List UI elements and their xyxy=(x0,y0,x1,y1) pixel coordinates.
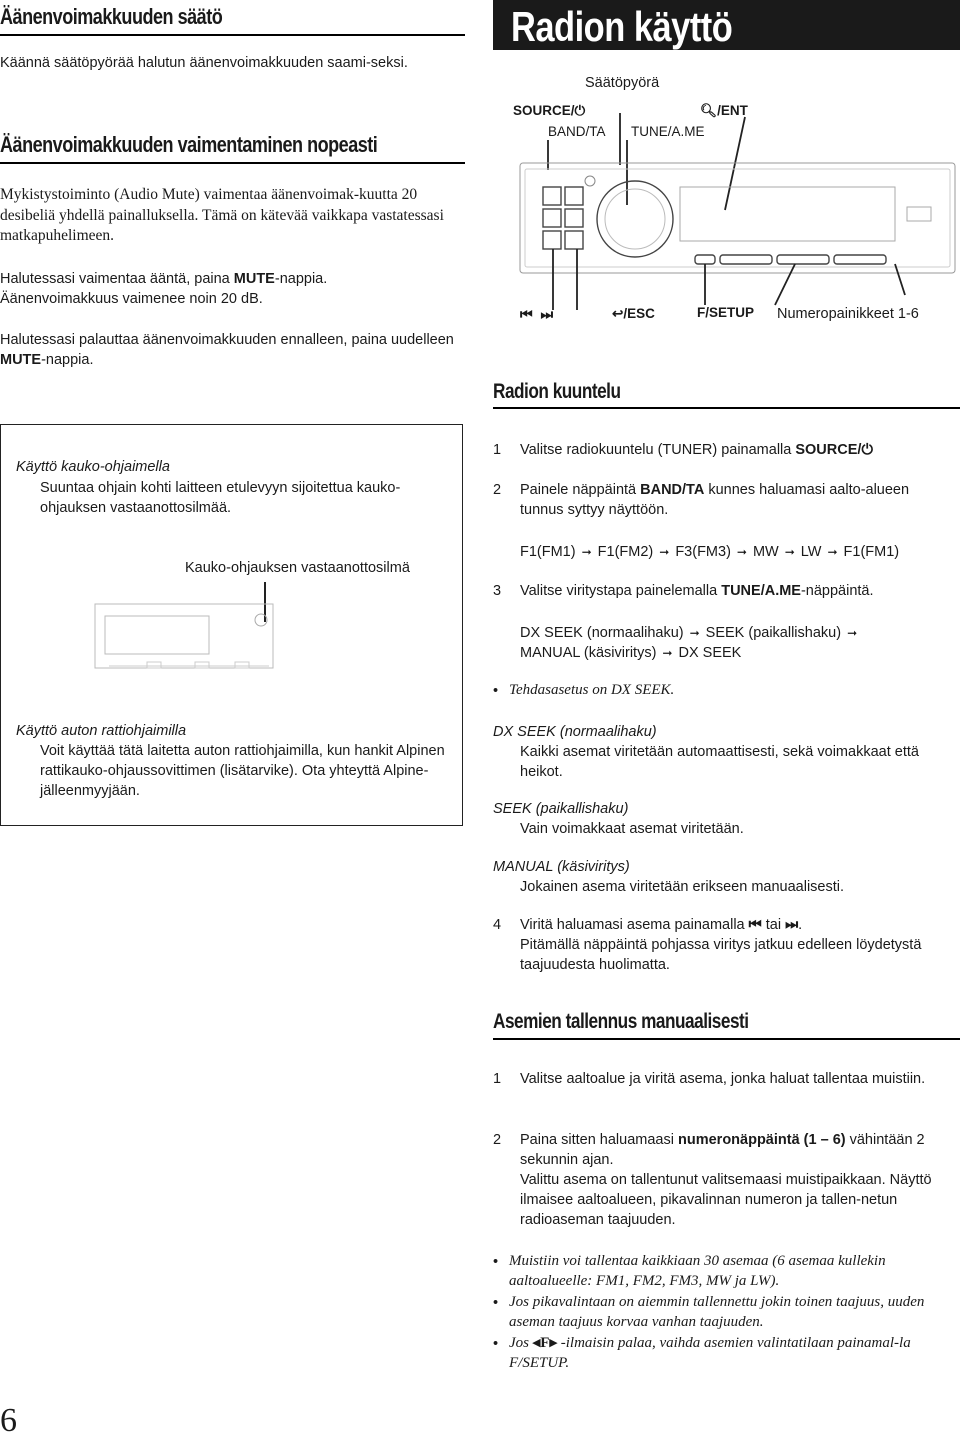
f-indicator-icon: ◂F▸ xyxy=(532,1335,557,1351)
mute-instruction-1: Halutessasi vaimentaa ääntä, paina MUTE-nappia. Äänenvoimakkuus vaimenee noin 20 dB. xyxy=(0,271,328,307)
seek-text: Vain voimakkaat asemat viritetään. xyxy=(520,821,744,837)
store-heading: Asemien tallennus manuaalisesti xyxy=(493,1010,749,1033)
mute-instruction-2: Halutessasi palauttaa äänenvoimakkuuden ennalleen, paina uudelleen MUTE-nappia. xyxy=(0,332,454,368)
presets-label: Numeropainikkeet 1-6 xyxy=(777,306,919,322)
power-icon: ⏻ xyxy=(861,442,873,458)
default-note: • Tehdasasetus on DX SEEK. xyxy=(493,682,675,699)
arrow-icon: ➞ xyxy=(827,545,838,559)
page-title: Radion käyttö xyxy=(511,3,733,50)
steering-text: Voit käyttää tätä laitetta auton rattiohjaimilla, kun hankit Alpinen rattikauko-ohjaussovittimen (lisätarvike). Ota yhteyttä Alpine-jälleenmyyjään. xyxy=(40,743,445,799)
seek-buttons-label xyxy=(520,305,555,324)
skip-forward-icon: ⏭ xyxy=(785,917,799,933)
mute-key: MUTE xyxy=(0,352,42,368)
band-key: BAND/TA xyxy=(640,482,705,498)
arrow-icon: ➞ xyxy=(736,545,747,559)
faceplate-illustration xyxy=(85,580,280,690)
store-step-1: 1 Valitse aaltoalue ja viritä asema, jonka haluat tallentaa muistiin. xyxy=(493,1071,926,1087)
mute-key: MUTE xyxy=(233,271,275,287)
steering-title: Käyttö auton rattiohjaimilla xyxy=(16,723,187,739)
listen-heading-bar xyxy=(493,378,960,409)
remote-title: Käyttö kauko-ohjaimella xyxy=(16,459,170,475)
mute-intro: Mykistystoiminto (Audio Mute) vaimentaa äänenvoimak-kuutta 20 desibeliä yhdellä painalluksella. Tämä on kätevää vaikkapa vastatessasi matkapuhelimeen. xyxy=(0,186,444,245)
store-heading-bar xyxy=(493,1008,960,1040)
arrow-icon: ➞ xyxy=(847,626,858,640)
store-step-2: 2 Paina sitten haluamaasi numeronäppäintä (1 – 6) vähintään 2 sekunnin ajan. Valittu asema on tallentunut valitsemaasi muistipaikkaan. Näyttö ilmaisee aaltoalueen, pikavalinnan numeron ja tallen-netun radioaseman taajuuden. xyxy=(493,1132,932,1228)
arrow-icon: ➞ xyxy=(662,646,673,660)
volume-text: Käännä säätöpyörää halutun äänenvoimakkuuden saami-seksi. xyxy=(0,55,408,71)
step-2: 2 Painele näppäintä BAND/TA kunnes haluamasi aalto-alueen tunnus syttyy näyttöön. xyxy=(493,482,910,518)
esc-label: ↩/ESC xyxy=(612,306,655,321)
arrow-icon: ➞ xyxy=(689,626,700,640)
power-icon: ⏻ xyxy=(574,103,586,118)
remote-text: Suuntaa ohjain kohti laitteen etulevyyn sijoitettua kauko-ohjauksen vastaanottosilmää. xyxy=(40,480,401,516)
ent-label: 🔍︎/ENT xyxy=(700,103,748,118)
arrow-icon: ➞ xyxy=(659,545,670,559)
remote-sensor-label: Kauko-ohjauksen vastaanottosilmä xyxy=(185,560,410,576)
band-sequence: F1(FM1) ➞ F1(FM2) ➞ F3(FM3) ➞ MW ➞ LW ➞ F1(FM1) xyxy=(520,544,900,560)
page-number: 6 xyxy=(0,1402,17,1439)
fsetup-label: F/SETUP xyxy=(697,305,755,320)
source-label: SOURCE/⏻ xyxy=(513,103,586,118)
search-icon: 🔍︎ xyxy=(700,103,718,118)
manual-title: MANUAL (käsiviritys) xyxy=(493,859,630,875)
step-1: 1 Valitse radiokuuntelu (TUNER) painamalla SOURCE/⏻ xyxy=(493,442,873,458)
manual-text: Jokainen asema viritetään erikseen manuaalisesti. xyxy=(520,879,845,895)
band-label: BAND/TA xyxy=(548,124,606,139)
note-2: • Jos pikavalintaan on aiemmin tallennettu jokin toinen taajuus, uuden aseman taajuus korvaa vanhan taajuuden. xyxy=(493,1294,925,1330)
radio-faceplate-diagram xyxy=(515,95,960,310)
dial-label: Säätöpyörä xyxy=(585,75,660,91)
step-4: 4 Viritä haluamasi asema painamalla ⏮ tai ⏭. Pitämällä näppäintä pohjassa viritys jatkuu edelleen löydetystä taajuudesta huolimatta. xyxy=(493,917,922,973)
tune-label: TUNE/A.ME xyxy=(631,124,705,139)
seek-title: SEEK (paikallishaku) xyxy=(493,801,629,817)
return-icon: ↩ xyxy=(612,306,624,321)
skip-back-icon: ⏮ xyxy=(520,306,535,322)
title-banner xyxy=(493,0,960,50)
skip-forward-icon: ⏭ xyxy=(540,306,556,322)
volume-heading: Äänenvoimakkuuden säätö xyxy=(0,4,223,29)
mute-heading-bar xyxy=(0,130,465,164)
preset-key: numeronäppäintä (1 – 6) xyxy=(678,1132,846,1148)
arrow-icon: ➞ xyxy=(784,545,795,559)
mute-heading: Äänenvoimakkuuden vaimentaminen nopeasti xyxy=(0,132,378,157)
source-key: SOURCE/ xyxy=(795,442,862,458)
note-3: • Jos ◂F▸ -ilmaisin palaa, vaihda asemien valintatilaan painamal-la F/SETUP. xyxy=(493,1335,911,1371)
arrow-icon: ➞ xyxy=(581,545,592,559)
dx-text: Kaikki asemat viritetään automaattisesti, sekä voimakkaat että heikot. xyxy=(520,744,919,780)
skip-back-icon: ⏮ xyxy=(748,917,762,933)
dx-title: DX SEEK (normaalihaku) xyxy=(493,724,657,740)
listen-heading: Radion kuuntelu xyxy=(493,380,621,403)
tune-key: TUNE/A.ME xyxy=(721,583,801,599)
volume-heading-bar xyxy=(0,2,465,36)
step-3: 3 Valitse viritystapa painelemalla TUNE/A.ME-näppäintä. xyxy=(493,583,874,599)
tuning-modes: DX SEEK (normaalihaku) ➞ SEEK (paikallishaku) ➞ MANUAL (käsiviritys) ➞ DX SEEK xyxy=(520,623,950,663)
note-1: • Muistiin voi tallentaa kaikkiaan 30 asemaa (6 asemaa kullekin aaltoalueelle: FM1, FM2, FM3, MW ja LW). xyxy=(493,1253,886,1289)
